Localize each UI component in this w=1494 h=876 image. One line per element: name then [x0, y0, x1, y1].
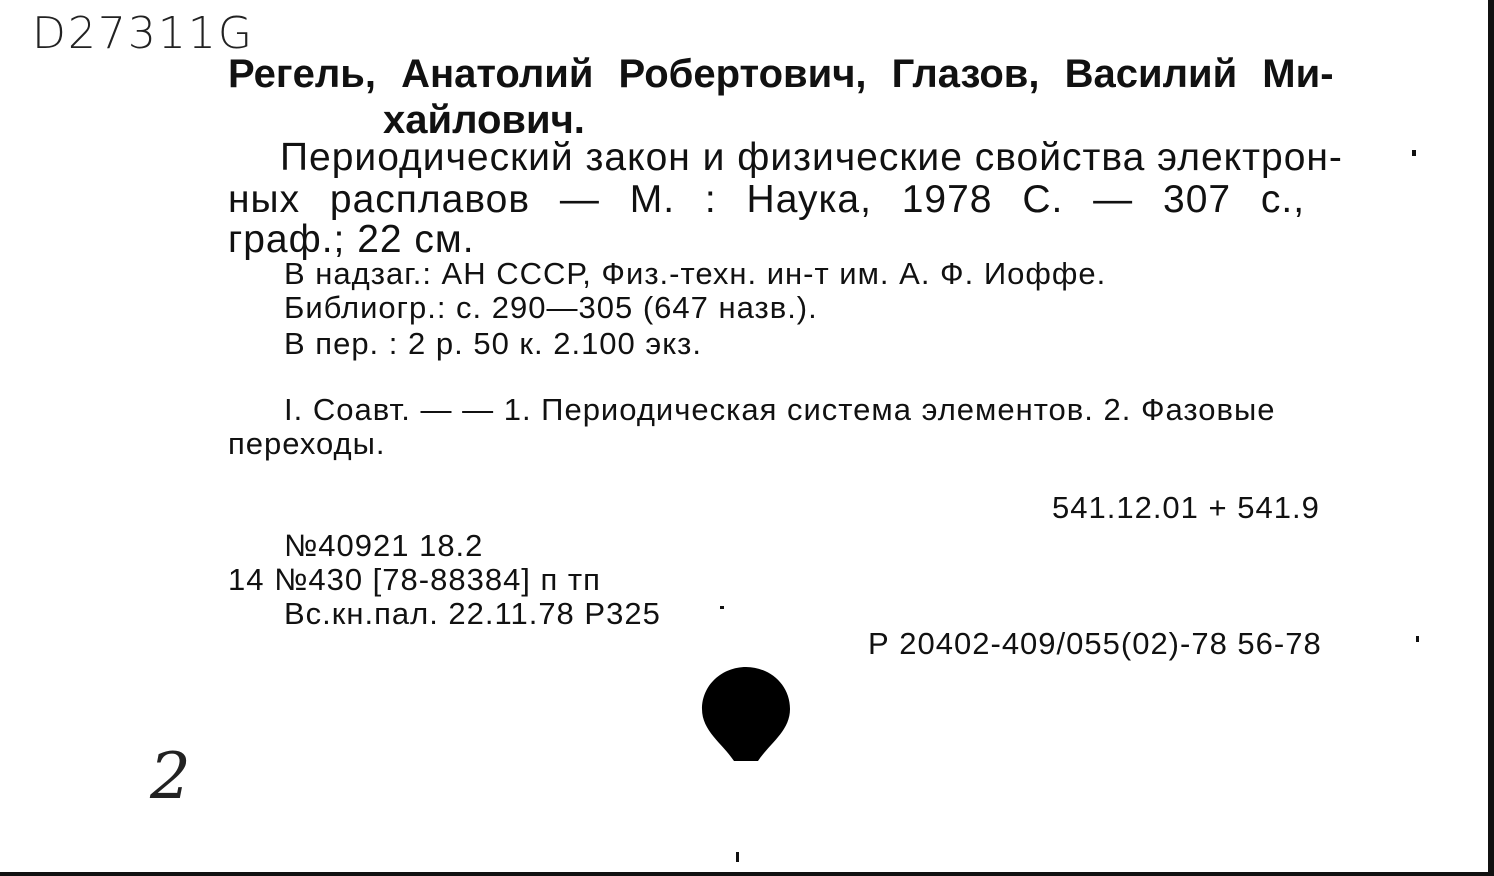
title-line-2: ных расплавов — М. : Наука, 1978 С. — 307 с., — [228, 178, 1306, 221]
book-chamber-number: 14 №430 [78-88384] п тп — [228, 562, 601, 597]
author-line-2: хайлович. — [383, 98, 585, 142]
note-price: В пер. : 2 р. 50 к. 2.100 экз. — [284, 326, 702, 361]
card-punch-hole — [700, 665, 792, 763]
card-number: №40921 18.2 — [284, 528, 484, 563]
tracings-line-1: I. Соавт. — — 1. Периодическая система элементов. 2. Фазовые — [284, 392, 1276, 427]
scan-speck — [1416, 636, 1419, 642]
note-header: В надзаг.: АН СССР, Физ.-техн. ин-т им. А. Ф. Иоффе. — [284, 256, 1107, 291]
udc-classification: 541.12.01 + 541.9 — [1052, 490, 1320, 525]
title-line-3: граф.; 22 см. — [228, 218, 475, 261]
handwritten-inventory-number: D27311G — [32, 8, 254, 59]
title-line-1: Периодический закон и физические свойства электрон- — [280, 136, 1343, 179]
note-bibliography: Библиогр.: с. 290—305 (647 назв.). — [284, 290, 818, 325]
scan-speck — [1412, 150, 1416, 156]
tracings-line-2: переходы. — [228, 426, 386, 461]
catalog-code: Р 20402-409/055(02)-78 56-78 — [868, 626, 1322, 661]
author-line-1: Регель, Анатолий Робертович, Глазов, Василий Ми- — [228, 52, 1334, 96]
handwritten-copy-number: 2 — [150, 740, 193, 814]
scan-speck — [736, 852, 739, 862]
scan-speck — [720, 606, 724, 609]
book-chamber-date: Вс.кн.пал. 22.11.78 Р325 — [284, 596, 661, 631]
